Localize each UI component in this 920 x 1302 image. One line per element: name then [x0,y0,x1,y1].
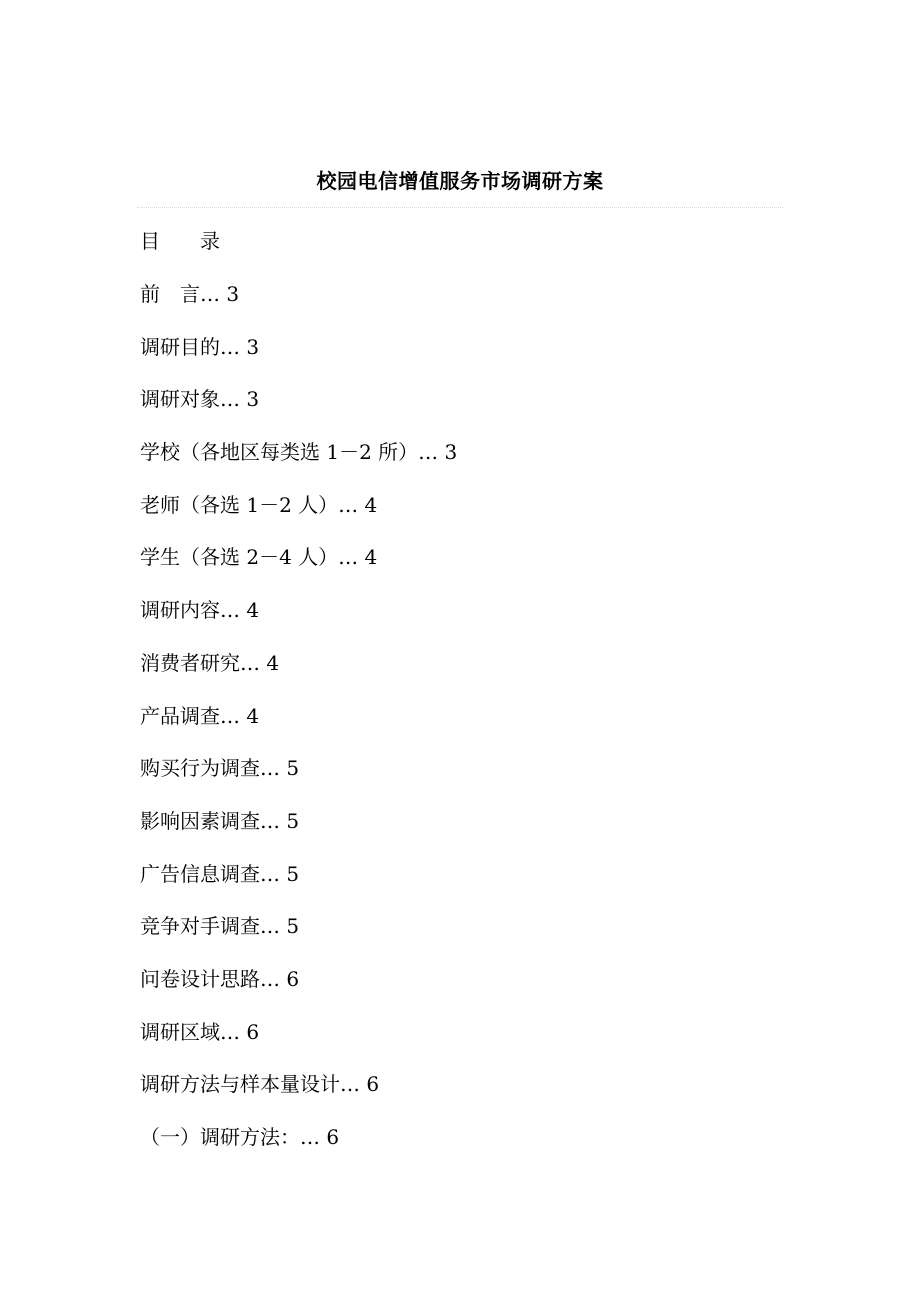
toc-item-purchase-behavior[interactable]: 购买行为调查… 5 [140,756,300,781]
toc-item-competitor-survey[interactable]: 竞争对手调查… 5 [140,914,300,939]
toc-item-research-content[interactable]: 调研内容… 4 [140,598,260,623]
toc-item-research-methods[interactable]: （一）调研方法：… 6 [140,1125,340,1149]
title-divider [137,207,783,208]
toc-item-research-subjects[interactable]: 调研对象… 3 [140,387,260,412]
toc-item-questionnaire-design[interactable]: 问卷设计思路… 6 [140,966,300,991]
toc-item-influencing-factors[interactable]: 影响因素调查… 5 [140,808,300,833]
toc-item-research-purpose[interactable]: 调研目的… 3 [140,334,260,359]
toc-item-schools[interactable]: 学校（各地区每类选 1－2 所）… 3 [140,440,458,465]
document-title: 校园电信增值服务市场调研方案 [316,169,604,193]
toc-item-preface[interactable]: 前 言… 3 [140,282,240,306]
toc-item-research-region[interactable]: 调研区域… 6 [140,1019,260,1044]
toc-heading: 目 录 [140,229,220,253]
toc-item-teachers[interactable]: 老师（各选 1－2 人）… 4 [140,492,378,517]
toc-item-advertising-info[interactable]: 广告信息调查… 5 [140,861,300,886]
toc-item-students[interactable]: 学生（各选 2－4 人）… 4 [140,545,378,570]
toc-item-product-survey[interactable]: 产品调查… 4 [140,703,260,728]
toc-item-consumer-research[interactable]: 消费者研究… 4 [140,650,280,675]
toc-item-methods-sample[interactable]: 调研方法与样本量设计… 6 [140,1072,380,1097]
table-of-contents [140,279,780,1175]
